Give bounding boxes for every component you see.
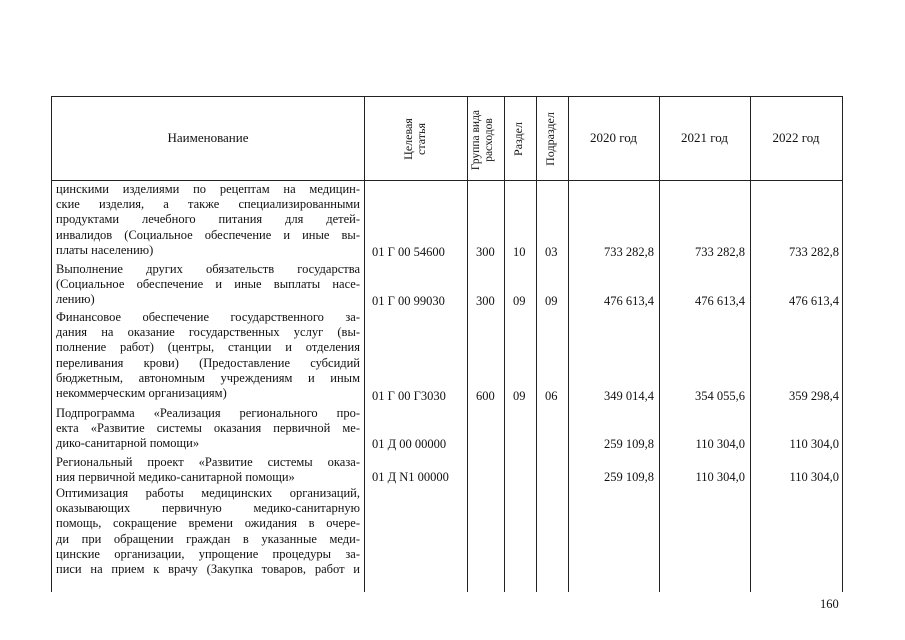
row-section: 10 (513, 245, 526, 259)
header-section (512, 97, 528, 181)
col-divider (467, 96, 468, 592)
row-name-line: Финансовое обеспечение государственного за- (56, 310, 360, 324)
header-expense-group (470, 98, 500, 182)
col-divider (364, 96, 365, 592)
row-name (56, 310, 360, 401)
header-expense-group-text: Группа вида расходов (470, 109, 495, 171)
row-value-2020: 476 613,4 (604, 294, 654, 308)
header-bottom-border (51, 180, 843, 181)
row-group: 300 (476, 294, 495, 308)
header-2020: 2020 год (590, 130, 637, 145)
header-name: Наименование (167, 130, 249, 145)
row-subsection: 06 (545, 389, 558, 403)
row-value-2022: 110 304,0 (789, 437, 839, 451)
row-value-2021: 476 613,4 (695, 294, 745, 308)
row-name-line: ди при обращении граждан в указанные меди- (56, 531, 360, 546)
header-subsection-text: Подраздел (543, 112, 557, 166)
header-2022: 2022 год (772, 130, 820, 145)
row-name (56, 406, 360, 452)
row-value-2022: 733 282,8 (789, 245, 839, 259)
row-name-line: дания на оказание государственных услуг (вы- (56, 325, 360, 340)
row-value-2021: 354 055,6 (695, 389, 745, 403)
col-divider (536, 96, 537, 592)
row-value-2022: 476 613,4 (789, 294, 839, 308)
row-section: 09 (513, 294, 526, 308)
row-target: 01 Г 00 54600 (372, 245, 445, 259)
col-divider (504, 96, 505, 592)
row-value-2021: 733 282,8 (695, 245, 745, 259)
row-name-line: писи на прием к врачу (Закупка товаров, работ и (56, 562, 360, 577)
row-value-2022: 110 304,0 (789, 470, 839, 484)
row-name-line: ния первичной медико-санитарной помощи» (56, 470, 295, 485)
row-group: 300 (476, 245, 495, 259)
row-value-2020: 349 014,4 (604, 389, 654, 403)
row-name (56, 486, 360, 577)
row-value-2021: 110 304,0 (695, 437, 745, 451)
header-target (402, 97, 430, 181)
row-subsection: 09 (545, 294, 558, 308)
row-name-line: бюджетным, автономным учреждениям и иным (56, 370, 360, 385)
row-name-line: оказывающих первичную медико-санитарную (56, 501, 360, 516)
row-name (56, 262, 360, 308)
row-value-2022: 359 298,4 (789, 389, 839, 403)
row-name-line: Выполнение других обязательств государства (56, 262, 360, 276)
page-number: 160 (820, 597, 839, 611)
row-name-line: помощь, сокращение времени ожидания в очере- (56, 516, 360, 531)
row-name-line: ские изделия, а также специализированными (56, 197, 360, 212)
row-name-line: инвалидов (Социальное обеспечение и иные вы- (56, 227, 360, 242)
row-name-line: цинскими изделиями по рецептам на медицин- (56, 182, 360, 196)
table-border-right (842, 96, 843, 592)
row-target: 01 Г 00 99030 (372, 294, 445, 308)
row-name-line: лению) (56, 292, 95, 307)
row-name-line: Подпрограмма «Реализация регионального про- (56, 406, 360, 420)
row-name-line: (Социальное обеспечение и иные выплаты насе- (56, 277, 360, 292)
row-target: 01 Г 00 Г3030 (372, 389, 446, 403)
row-name-line: некоммерческим организациям) (56, 386, 227, 401)
row-value-2020: 259 109,8 (604, 437, 654, 451)
row-target: 01 Д 00 00000 (372, 437, 447, 451)
row-name-line: переливания крови) (Предоставление субсидий (56, 355, 360, 370)
row-name (56, 182, 360, 258)
row-value-2021: 110 304,0 (695, 470, 745, 484)
row-name-line: полнение работ) (центры, станции и отделения (56, 340, 360, 355)
row-target: 01 Д N1 00000 (372, 470, 449, 484)
row-section: 09 (513, 389, 526, 403)
row-name-line: цинские организации, упрощение процедуры за- (56, 546, 360, 561)
row-value-2020: 733 282,8 (604, 245, 654, 259)
row-name-line: платы населению) (56, 242, 154, 257)
header-section-text: Раздел (511, 122, 525, 156)
header-target-text: Целевая статья (401, 118, 428, 160)
row-value-2020: 259 109,8 (604, 470, 654, 484)
row-name-line: Оптимизация работы медицинских организаций, (56, 486, 360, 500)
row-group: 600 (476, 389, 495, 403)
row-subsection: 03 (545, 245, 558, 259)
row-name-line: продуктами лечебного питания для детей- (56, 212, 360, 227)
row-name-line: екта «Развитие системы оказания первичной ме- (56, 421, 360, 436)
row-name-line: Региональный проект «Развитие системы оказа- (56, 455, 360, 469)
row-name-line: дико-санитарной помощи» (56, 436, 200, 451)
header-subsection (544, 97, 560, 181)
header-2021: 2021 год (681, 130, 728, 145)
row-name (56, 455, 360, 485)
